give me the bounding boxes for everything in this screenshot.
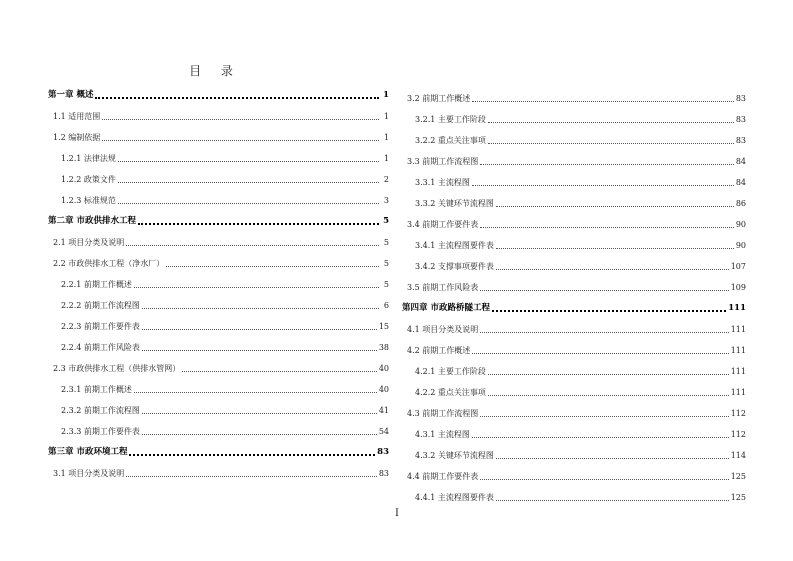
- toc-chapter-entry[interactable]: [48, 80, 389, 101]
- dot-leader: [480, 163, 734, 165]
- dot-leader: [102, 139, 379, 141]
- toc-entry-title: 2.3.3 前期工作要件表: [61, 427, 140, 436]
- toc-entry-title: 第四章 市政路桥隧工程: [402, 303, 490, 313]
- toc-entry[interactable]: [48, 374, 389, 395]
- toc-entry-title: 3.2.2 重点关注事项: [415, 136, 486, 145]
- toc-entry-title: 2.2 市政供排水工程（净水厂）: [53, 259, 165, 268]
- toc-entry-title: 1.2.3 标准规范: [61, 196, 116, 205]
- toc-entry[interactable]: [402, 314, 746, 335]
- toc-entry-title: 3.5 前期工作风险表: [407, 283, 479, 292]
- toc-entry[interactable]: [402, 125, 746, 146]
- toc-entry[interactable]: [402, 398, 746, 419]
- toc-entry-page: 1: [383, 112, 389, 121]
- toc-entry-page: 109: [730, 283, 746, 292]
- dot-leader: [480, 415, 728, 417]
- toc-entry-page: 111: [730, 388, 746, 397]
- toc-entry-page: 107: [730, 262, 746, 271]
- toc-entry-title: 2.3.2 前期工作流程图: [61, 406, 140, 415]
- toc-title: 目 录: [189, 64, 241, 78]
- toc-right-column: [402, 83, 746, 503]
- dot-leader: [480, 331, 728, 333]
- toc-entry-title: 第三章 市政环境工程: [48, 447, 128, 457]
- toc-entry-page: 125: [730, 472, 746, 481]
- dot-leader: [142, 307, 379, 309]
- toc-entry-title: 3.4.2 支撑事项要件表: [415, 262, 494, 271]
- toc-entry[interactable]: [402, 104, 746, 125]
- toc-entry-page: 84: [735, 178, 746, 187]
- toc-entry-title: 2.3.1 前期工作概述: [61, 385, 132, 394]
- toc-entry[interactable]: [402, 377, 746, 398]
- toc-entry-page: 3: [383, 196, 389, 205]
- toc-entry-title: 1.2.1 法律法规: [61, 154, 116, 163]
- toc-entry[interactable]: [48, 122, 389, 143]
- toc-entry-page: 112: [730, 409, 746, 418]
- dot-leader: [142, 328, 377, 330]
- toc-entry[interactable]: [48, 185, 389, 206]
- toc-entry[interactable]: [402, 188, 746, 209]
- toc-entry-title: 3.3.2 关键环节流程图: [415, 199, 494, 208]
- toc-entry[interactable]: [48, 290, 389, 311]
- toc-entry[interactable]: [48, 164, 389, 185]
- dot-leader: [118, 160, 379, 162]
- toc-entry[interactable]: [402, 209, 746, 230]
- dot-leader: [126, 244, 379, 246]
- dot-leader: [126, 475, 377, 477]
- dot-leader: [496, 457, 729, 459]
- toc-entry-title: 第一章 概述: [48, 90, 94, 100]
- toc-entry-title: 3.4.1 主流程图要件表: [415, 241, 494, 250]
- toc-entry[interactable]: [48, 227, 389, 248]
- dot-leader: [496, 499, 729, 501]
- toc-entry-title: 2.1 项目分类及说明: [53, 238, 125, 247]
- toc-entry-page: 83: [735, 94, 746, 103]
- toc-entry-page: 125: [730, 493, 746, 502]
- dot-leader: [480, 226, 734, 228]
- dot-leader: [472, 184, 734, 186]
- toc-entry-title: 2.2.3 前期工作要件表: [61, 322, 140, 331]
- toc-entry-title: 3.4 前期工作要件表: [407, 220, 479, 229]
- toc-entry-page: 40: [378, 364, 389, 373]
- toc-entry-title: 2.3 市政供排水工程（供排水管网）: [53, 364, 181, 373]
- toc-entry-title: 第二章 市政供排水工程: [48, 216, 136, 226]
- toc-entry[interactable]: [402, 461, 746, 482]
- toc-entry[interactable]: [48, 458, 389, 479]
- toc-entry-title: 4.2.2 重点关注事项: [415, 388, 486, 397]
- toc-entry-title: 4.4 前期工作要件表: [407, 472, 479, 481]
- toc-entry-page: 1: [383, 133, 389, 142]
- toc-entry-page: 111: [730, 367, 746, 376]
- toc-entry-page: 111: [728, 303, 746, 313]
- toc-entry[interactable]: [48, 395, 389, 416]
- toc-entry[interactable]: [48, 416, 389, 437]
- dot-leader: [480, 289, 728, 291]
- toc-entry-page: 38: [378, 343, 389, 352]
- toc-entry-page: 111: [730, 346, 746, 355]
- toc-entry-title: 1.2 编制依据: [53, 133, 101, 142]
- dot-leader: [492, 309, 726, 312]
- toc-entry[interactable]: [402, 251, 746, 272]
- dot-leader: [142, 412, 377, 414]
- toc-entry[interactable]: [402, 419, 746, 440]
- dot-leader: [142, 433, 377, 435]
- dot-leader: [134, 286, 379, 288]
- toc-chapter-entry[interactable]: [402, 293, 746, 314]
- toc-entry-page: 40: [378, 385, 389, 394]
- dot-leader: [488, 394, 729, 396]
- toc-entry[interactable]: [402, 356, 746, 377]
- toc-entry-page: 6: [383, 301, 389, 310]
- toc-entry-page: 83: [377, 447, 389, 457]
- toc-entry-page: 114: [730, 451, 746, 460]
- toc-entry[interactable]: [402, 482, 746, 503]
- toc-entry-page: 86: [735, 199, 746, 208]
- toc-entry-title: 1.1 适用范围: [53, 112, 101, 121]
- toc-chapter-entry[interactable]: [48, 437, 389, 458]
- dot-leader: [118, 181, 379, 183]
- toc-entry-page: 5: [383, 259, 389, 268]
- toc-entry[interactable]: [402, 440, 746, 461]
- page-number: I: [395, 508, 399, 519]
- toc-entry-page: 83: [735, 115, 746, 124]
- dot-leader: [118, 202, 379, 204]
- dot-leader: [95, 96, 379, 99]
- toc-entry[interactable]: [48, 269, 389, 290]
- toc-entry-page: 90: [735, 220, 746, 229]
- dot-leader: [472, 436, 729, 438]
- dot-leader: [496, 247, 734, 249]
- dot-leader: [142, 349, 377, 351]
- dot-leader: [166, 265, 379, 267]
- toc-entry-page: 2: [383, 175, 389, 184]
- toc-entry-page: 90: [735, 241, 746, 250]
- toc-entry-title: 3.2 前期工作概述: [407, 94, 471, 103]
- toc-entry-title: 4.3.1 主流程图: [415, 430, 470, 439]
- toc-chapter-entry[interactable]: [48, 206, 389, 227]
- toc-entry-title: 2.2.2 前期工作流程图: [61, 301, 140, 310]
- toc-entry[interactable]: [48, 143, 389, 164]
- toc-entry-page: 54: [378, 427, 389, 436]
- toc-entry[interactable]: [48, 311, 389, 332]
- toc-entry[interactable]: [402, 146, 746, 167]
- toc-entry-title: 4.2.1 主要工作阶段: [415, 367, 486, 376]
- toc-entry-title: 4.3 前期工作流程图: [407, 409, 479, 418]
- toc-entry-page: 83: [735, 136, 746, 145]
- toc-entry-page: 111: [730, 325, 746, 334]
- dot-leader: [480, 478, 728, 480]
- toc-entry-title: 2.2.4 前期工作风险表: [61, 343, 140, 352]
- toc-entry[interactable]: [48, 248, 389, 269]
- dot-leader: [129, 453, 375, 456]
- toc-entry-page: 41: [378, 406, 389, 415]
- toc-entry-page: 112: [730, 430, 746, 439]
- toc-entry[interactable]: [48, 101, 389, 122]
- toc-entry-title: 1.2.2 政策文件: [61, 175, 116, 184]
- toc-entry-page: 1: [383, 154, 389, 163]
- toc-entry-page: 5: [383, 238, 389, 247]
- dot-leader: [472, 100, 734, 102]
- toc-entry-title: 3.3 前期工作流程图: [407, 157, 479, 166]
- toc-entry[interactable]: [402, 272, 746, 293]
- toc-entry-page: 83: [378, 469, 389, 478]
- toc-entry-title: 4.2 前期工作概述: [407, 346, 471, 355]
- toc-entry[interactable]: [48, 332, 389, 353]
- toc-entry-title: 4.3.2 关键环节流程图: [415, 451, 494, 460]
- toc-entry-page: 1: [383, 90, 389, 100]
- toc-entry-page: 15: [378, 322, 389, 331]
- toc-entry-title: 3.3.1 主流程图: [415, 178, 470, 187]
- dot-leader: [102, 118, 379, 120]
- dot-leader: [488, 142, 734, 144]
- toc-entry[interactable]: [402, 83, 746, 104]
- toc-entry[interactable]: [402, 335, 746, 356]
- dot-leader: [496, 205, 734, 207]
- toc-entry-page: 5: [383, 280, 389, 289]
- dot-leader: [182, 370, 377, 372]
- toc-entry-title: 3.2.1 主要工作阶段: [415, 115, 486, 124]
- toc-entry-title: 2.2.1 前期工作概述: [61, 280, 132, 289]
- dot-leader: [138, 222, 379, 225]
- toc-entry-title: 4.1 项目分类及说明: [407, 325, 479, 334]
- dot-leader: [488, 373, 729, 375]
- dot-leader: [496, 268, 729, 270]
- dot-leader: [488, 121, 734, 123]
- toc-entry[interactable]: [48, 353, 389, 374]
- toc-entry[interactable]: [402, 230, 746, 251]
- toc-left-column: [48, 80, 389, 479]
- toc-entry[interactable]: [402, 167, 746, 188]
- toc-entry-page: 84: [735, 157, 746, 166]
- dot-leader: [134, 391, 377, 393]
- toc-entry-page: 5: [383, 216, 389, 226]
- toc-entry-title: 3.1 项目分类及说明: [53, 469, 125, 478]
- toc-entry-title: 4.4.1 主流程图要件表: [415, 493, 494, 502]
- dot-leader: [472, 352, 728, 354]
